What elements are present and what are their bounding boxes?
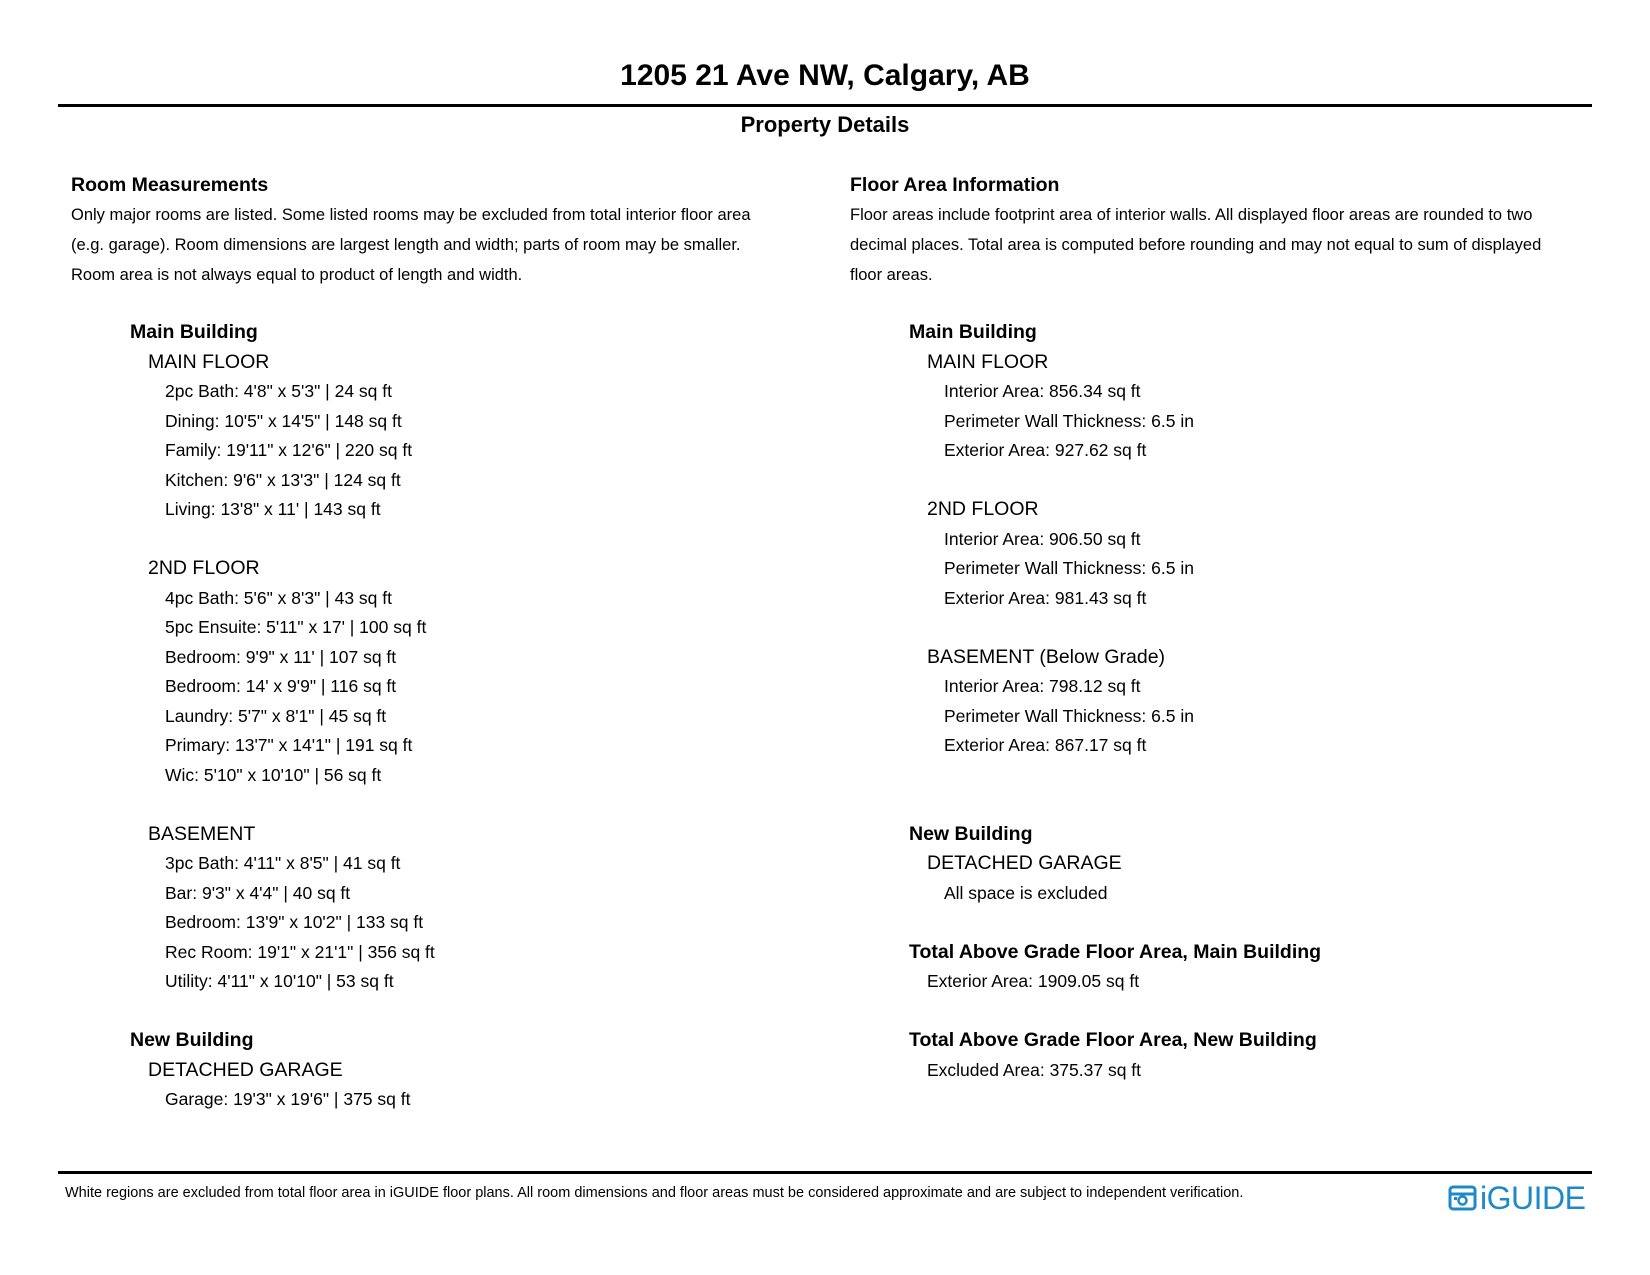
total-heading: Total Above Grade Floor Area, New Building [909, 1029, 1317, 1051]
floor-name: 2ND FLOOR [927, 498, 1039, 520]
room-item: Living: 13'8" x 11' | 143 sq ft [165, 499, 381, 519]
area-item: Interior Area: 856.34 sq ft [944, 381, 1141, 401]
room-measurements-section [71, 172, 831, 1115]
room-item: 3pc Bath: 4'11" x 8'5" | 41 sq ft [165, 853, 401, 873]
area-item: Exterior Area: 927.62 sq ft [944, 440, 1147, 460]
building-name: Main Building [909, 321, 1037, 343]
room-item: Primary: 13'7" x 14'1" | 191 sq ft [165, 735, 413, 755]
area-item: Perimeter Wall Thickness: 6.5 in [944, 410, 1194, 431]
floor-name: MAIN FLOOR [148, 350, 270, 373]
iguide-logo [1448, 1180, 1585, 1216]
building-name: New Building [130, 1029, 254, 1051]
camera-icon [1448, 1183, 1478, 1213]
room-item: 2pc Bath: 4'8" x 5'3" | 24 sq ft [165, 381, 392, 401]
description-line: Room area is not always equal to product of length and width. [71, 266, 523, 284]
floor-name: DETACHED GARAGE [148, 1058, 343, 1081]
building-name: Main Building [130, 321, 258, 343]
description-line: (e.g. garage). Room dimensions are largest length and width; parts of room may be smaller. [71, 236, 741, 254]
area-item: Interior Area: 906.50 sq ft [944, 528, 1141, 549]
section-description [71, 200, 831, 290]
section-description [850, 200, 1610, 290]
room-item: Laundry: 5'7" x 8'1" | 45 sq ft [165, 705, 387, 726]
area-item: Perimeter Wall Thickness: 6.5 in [944, 705, 1194, 726]
header-divider [58, 104, 1592, 107]
total-value: Excluded Area: 375.37 sq ft [927, 1059, 1142, 1080]
section-heading: Floor Area Information [850, 174, 1060, 196]
footer-disclaimer: White regions are excluded from total floor area in iGUIDE floor plans. All room dimensions and floor areas must be considered approximate and are subject to independent verification. [65, 1185, 1244, 1201]
room-item: 5pc Ensuite: 5'11" x 17' | 100 sq ft [165, 617, 427, 637]
building-name: New Building [909, 822, 1033, 845]
floor-name: 2ND FLOOR [148, 557, 260, 579]
total-heading: Total Above Grade Floor Area, Main Building [909, 940, 1322, 963]
area-item: Exterior Area: 867.17 sq ft [944, 735, 1147, 755]
building-main [909, 318, 1610, 1085]
room-item: Bar: 9'3" x 4'4" | 40 sq ft [165, 882, 351, 903]
logo-text: iGUIDE [1480, 1180, 1586, 1216]
room-item: Wic: 5'10" x 10'10" | 56 sq ft [165, 764, 382, 785]
room-item: 4pc Bath: 5'6" x 8'3" | 43 sq ft [165, 587, 392, 608]
page-title: 1205 21 Ave NW, Calgary, AB [620, 59, 1030, 92]
section-heading: Room Measurements [71, 174, 269, 196]
room-item: Bedroom: 14' x 9'9" | 116 sq ft [165, 676, 397, 696]
description-line: decimal places. Total area is computed before rounding and may not equal to sum of displayed [850, 236, 1542, 254]
area-item: Exterior Area: 981.43 sq ft [944, 587, 1147, 608]
footer-divider [58, 1171, 1592, 1174]
floor-name: BASEMENT (Below Grade) [927, 645, 1166, 668]
description-line: Floor areas include footprint area of interior walls. All displayed floor areas are rounded to two [850, 206, 1533, 224]
area-item: Perimeter Wall Thickness: 6.5 in [944, 558, 1194, 578]
room-item: Rec Room: 19'1" x 21'1" | 356 sq ft [165, 941, 435, 962]
room-item: Family: 19'11" x 12'6" | 220 sq ft [165, 440, 413, 460]
page-subtitle: Property Details [740, 112, 910, 137]
area-item: All space is excluded [944, 882, 1108, 903]
floor-name: MAIN FLOOR [927, 350, 1049, 373]
room-item: Bedroom: 13'9" x 10'2" | 133 sq ft [165, 912, 424, 932]
room-item: Kitchen: 9'6" x 13'3" | 124 sq ft [165, 469, 401, 490]
building-main [130, 318, 831, 1115]
area-item: Interior Area: 798.12 sq ft [944, 676, 1141, 696]
floor-name: DETACHED GARAGE [927, 852, 1122, 874]
description-line: floor areas. [850, 266, 933, 284]
description-line: Only major rooms are listed. Some listed rooms may be excluded from total interior floor area [71, 206, 751, 224]
room-item: Utility: 4'11" x 10'10" | 53 sq ft [165, 971, 394, 991]
total-value: Exterior Area: 1909.05 sq ft [927, 971, 1140, 991]
room-item: Dining: 10'5" x 14'5" | 148 sq ft [165, 410, 402, 431]
floor-name: BASEMENT [148, 822, 256, 845]
room-item: Bedroom: 9'9" x 11' | 107 sq ft [165, 646, 397, 667]
room-item: Garage: 19'3" x 19'6" | 375 sq ft [165, 1089, 411, 1109]
floor-area-section [850, 172, 1610, 1085]
